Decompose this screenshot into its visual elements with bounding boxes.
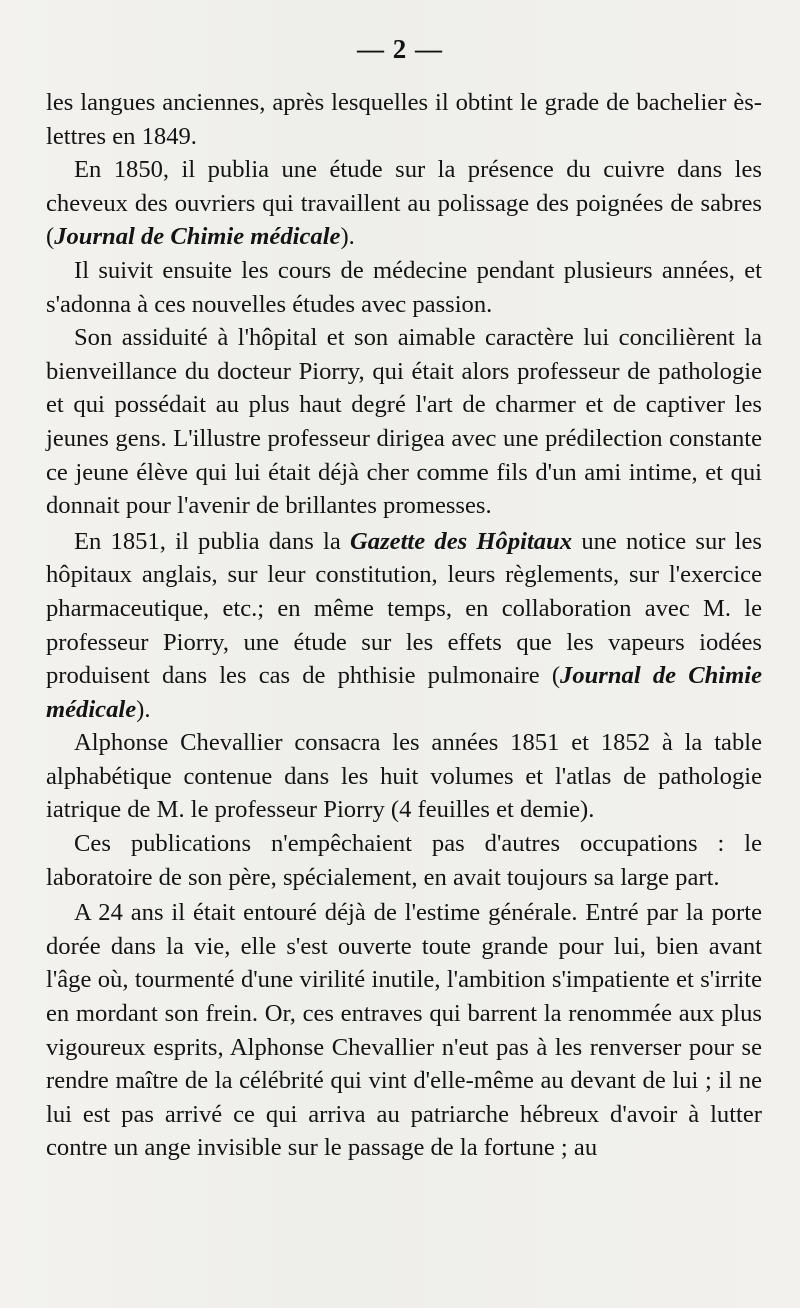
paragraph-4 (46, 321, 762, 523)
paragraph-7 (46, 827, 762, 894)
paragraph-4-text: Son assiduité à l'hôpital et son aimable caractère lui concilièrent la bienveillance du docteur Piorry, qui était alors professeur de pathologie et qui possédait au plus haut degré l'art de charmer et de captiver les jeunes gens. L'illustre professeur dirigea avec une prédilection constante ce jeune élève qui lui était déjà cher comme fils d'un ami intime, et qui donnait pour l'avenir de brillantes promesses. (46, 324, 762, 520)
paragraph-1-text: les langues anciennes, après lesquelles il obtint le grade de bachelier ès-lettres en 1849. (46, 89, 762, 150)
paragraph-2-after: ). (340, 223, 355, 251)
paragraph-6-text: Alphonse Chevallier consacra les années 1851 et 1852 à la table alphabétique contenue dans les huit volumes et l'atlas de pathologie iatrique de M. le professeur Piorry (4 feuilles et demie). (46, 729, 762, 824)
body-text (46, 86, 762, 1165)
paragraph-1 (46, 86, 762, 153)
paragraph-2-text: En 1850, il publia une étude sur la présence du cuivre dans les cheveux des ouvriers qui travaillent au polissage des poignées de sabres ( (46, 156, 762, 251)
paragraph-7-text: Ces publications n'empêchaient pas d'autres occupations : le laboratoire de son père, spécialement, en avait toujours sa large part. (46, 830, 762, 891)
paragraph-5-middle: une notice sur les hôpitaux anglais, sur leur constitution, leurs règlements, sur l'exercice pharmaceutique, etc.; en même temps, en collaboration avec M. le professeur Piorry, une étude sur les effets que les vapeurs iodées produisent dans les cas de phthisie pulmonaire ( (46, 527, 762, 690)
paragraph-2-journal-title: Journal de Chimie médicale (54, 223, 341, 251)
paragraph-8-text: A 24 ans il était entouré déjà de l'estime générale. Entré par la porte dorée dans la vie, elle s'est ouverte toute grande pour lui, bien avant l'âge où, tourmenté d'une virilité inutile, l'ambition s'impatiente et s'irrite en mordant son frein. Or, ces entraves qui barrent la renommée aux plus vigoureux esprits, Alphonse Chevallier n'eut pas à les renverser pour se rendre maître de la célébrité qui vint d'elle-même au devant de lui ; il ne lui est pas arrivé ce qui arriva au patriarche hébreux d'avoir à lutter contre un ange invisible sur le passage de la fortune ; au (46, 899, 762, 1162)
paragraph-5 (46, 525, 762, 727)
paragraph-5-gazette-title: Gazette des Hôpitaux (350, 527, 573, 555)
paragraph-5-after: ). (136, 695, 151, 723)
paragraph-2 (46, 153, 762, 254)
paragraph-3-text: Il suivit ensuite les cours de médecine pendant plusieurs années, et s'adonna à ces nouvelles études avec passion. (46, 256, 762, 318)
page-number: — 2 — (357, 34, 443, 64)
paragraph-5-text: En 1851, il publia dans la (74, 527, 351, 555)
paragraph-6 (46, 726, 762, 827)
paragraph-3 (46, 254, 762, 321)
paragraph-5-journal-title: Journal de Chimie médicale (46, 662, 763, 723)
paragraph-8 (46, 896, 762, 1165)
